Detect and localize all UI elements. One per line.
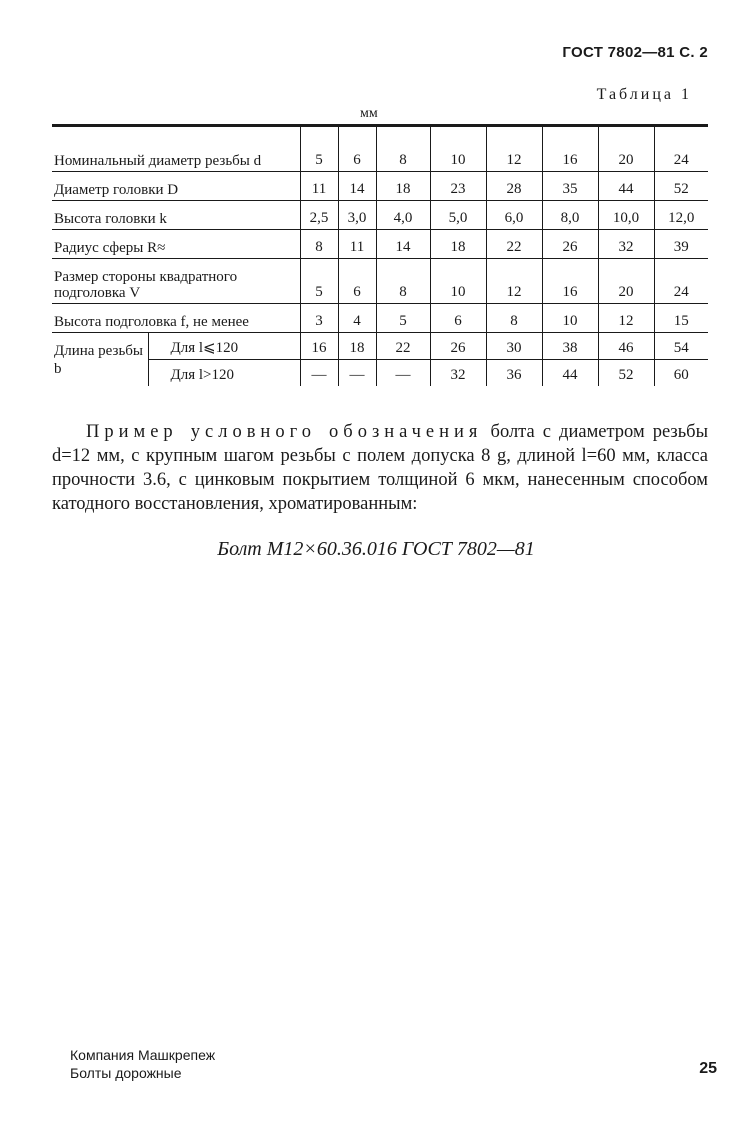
table-cell: 10,0 <box>598 201 654 230</box>
table-cell: 32 <box>430 360 486 387</box>
table-cell: 18 <box>376 172 430 201</box>
table-cell: 8 <box>376 133 430 172</box>
table-row <box>52 259 708 304</box>
table-cell: 44 <box>598 172 654 201</box>
table-cell: 16 <box>542 133 598 172</box>
table-cell: 10 <box>430 133 486 172</box>
table-cell: 10 <box>430 259 486 304</box>
table-cell: 52 <box>654 172 708 201</box>
table-cell: 52 <box>598 360 654 387</box>
table-cell: 28 <box>486 172 542 201</box>
table-cell: — <box>376 360 430 387</box>
example-text: болта с диаметром резьбы d=12 мм, с крупным шагом резьбы с полем допуска 8 g, длиной l=60 мм, класса прочности 3.6, с цинковым покрытием толщиной 6 мкм, нанесенным способом катодного восстановления, хроматированным: <box>52 422 709 514</box>
dimensions-table <box>52 124 708 386</box>
table-cell: 16 <box>542 259 598 304</box>
table-row <box>52 172 708 201</box>
table-cell: — <box>338 360 376 387</box>
table-cell: 14 <box>338 172 376 201</box>
page-number: 25 <box>699 1060 717 1077</box>
table-row <box>52 133 708 172</box>
table-cell: 12 <box>598 304 654 333</box>
table-cell: 35 <box>542 172 598 201</box>
table-row <box>52 201 708 230</box>
table-cell: 4,0 <box>376 201 430 230</box>
table-cell: 11 <box>338 230 376 259</box>
table-cell: 54 <box>654 333 708 360</box>
table-row <box>52 333 708 360</box>
table-cell: 2,5 <box>300 201 338 230</box>
row-label: Размер стороны квадратного подголовка V <box>52 259 300 304</box>
table-cell: 18 <box>338 333 376 360</box>
table-cell: 22 <box>486 230 542 259</box>
table-cell: 22 <box>376 333 430 360</box>
table-cell: 16 <box>300 333 338 360</box>
table-cell: 24 <box>654 259 708 304</box>
table-cell: 5 <box>300 259 338 304</box>
table-cell: 8,0 <box>542 201 598 230</box>
row-label: Высота подголовка f, не менее <box>52 304 300 333</box>
table-cell: — <box>300 360 338 387</box>
table-cell: 6,0 <box>486 201 542 230</box>
table-cell: 6 <box>338 133 376 172</box>
table-cell: 24 <box>654 133 708 172</box>
footer-company: Компания Машкрепеж <box>70 1047 216 1063</box>
table-row <box>52 230 708 259</box>
table-cell: 46 <box>598 333 654 360</box>
row-label: Диаметр головки D <box>52 172 300 201</box>
table-cell: 12 <box>486 259 542 304</box>
thread-length-label: Длина резьбы b <box>54 342 143 377</box>
table-cell: 36 <box>486 360 542 387</box>
table-cell: 6 <box>338 259 376 304</box>
dimensions-table-wrap <box>52 124 708 386</box>
table-row <box>52 304 708 333</box>
table-cell: 14 <box>376 230 430 259</box>
table-cell: 3,0 <box>338 201 376 230</box>
example-paragraph <box>52 420 708 516</box>
table-cell: 20 <box>598 259 654 304</box>
table-cell: 10 <box>542 304 598 333</box>
table-cell: 8 <box>486 304 542 333</box>
table-cell: 11 <box>300 172 338 201</box>
header-code: ГОСТ 7802—81 С. 2 <box>562 44 708 61</box>
row-label: Высота головки k <box>52 201 300 230</box>
table-cell: 26 <box>430 333 486 360</box>
table-cell: 38 <box>542 333 598 360</box>
table-cell: 3 <box>300 304 338 333</box>
row-label: Для l>120 <box>148 360 300 387</box>
table-cell: 60 <box>654 360 708 387</box>
table-units: мм <box>360 106 378 121</box>
table-cell: 32 <box>598 230 654 259</box>
table-cell: 39 <box>654 230 708 259</box>
table-cell: 26 <box>542 230 598 259</box>
table-cell: 5 <box>376 304 430 333</box>
footer-company-block <box>70 1046 215 1082</box>
table-cell: 8 <box>300 230 338 259</box>
row-label: Номинальный диаметр резьбы d <box>52 133 300 172</box>
table-cell: 15 <box>654 304 708 333</box>
table-cell: 18 <box>430 230 486 259</box>
table-cell: 44 <box>542 360 598 387</box>
table-cell: 4 <box>338 304 376 333</box>
table-cell: 12 <box>486 133 542 172</box>
row-label: Радиус сферы R≈ <box>52 230 300 259</box>
table-cell: 5,0 <box>430 201 486 230</box>
table-caption: Таблица 1 <box>596 86 692 103</box>
designation-example: Болт М12×60.36.016 ГОСТ 7802—81 <box>217 538 535 560</box>
table-cell: 23 <box>430 172 486 201</box>
row-label: Для l⩽120 <box>148 333 300 360</box>
table-cell: 8 <box>376 259 430 304</box>
table-top-rule <box>52 126 708 134</box>
table-cell: 12,0 <box>654 201 708 230</box>
table-row <box>52 360 708 387</box>
table-cell: 5 <box>300 133 338 172</box>
table-cell: 6 <box>430 304 486 333</box>
example-lead: Пример условного обозначения <box>86 422 483 442</box>
table-cell: 30 <box>486 333 542 360</box>
table-cell: 20 <box>598 133 654 172</box>
footer-product: Болты дорожные <box>70 1065 182 1081</box>
